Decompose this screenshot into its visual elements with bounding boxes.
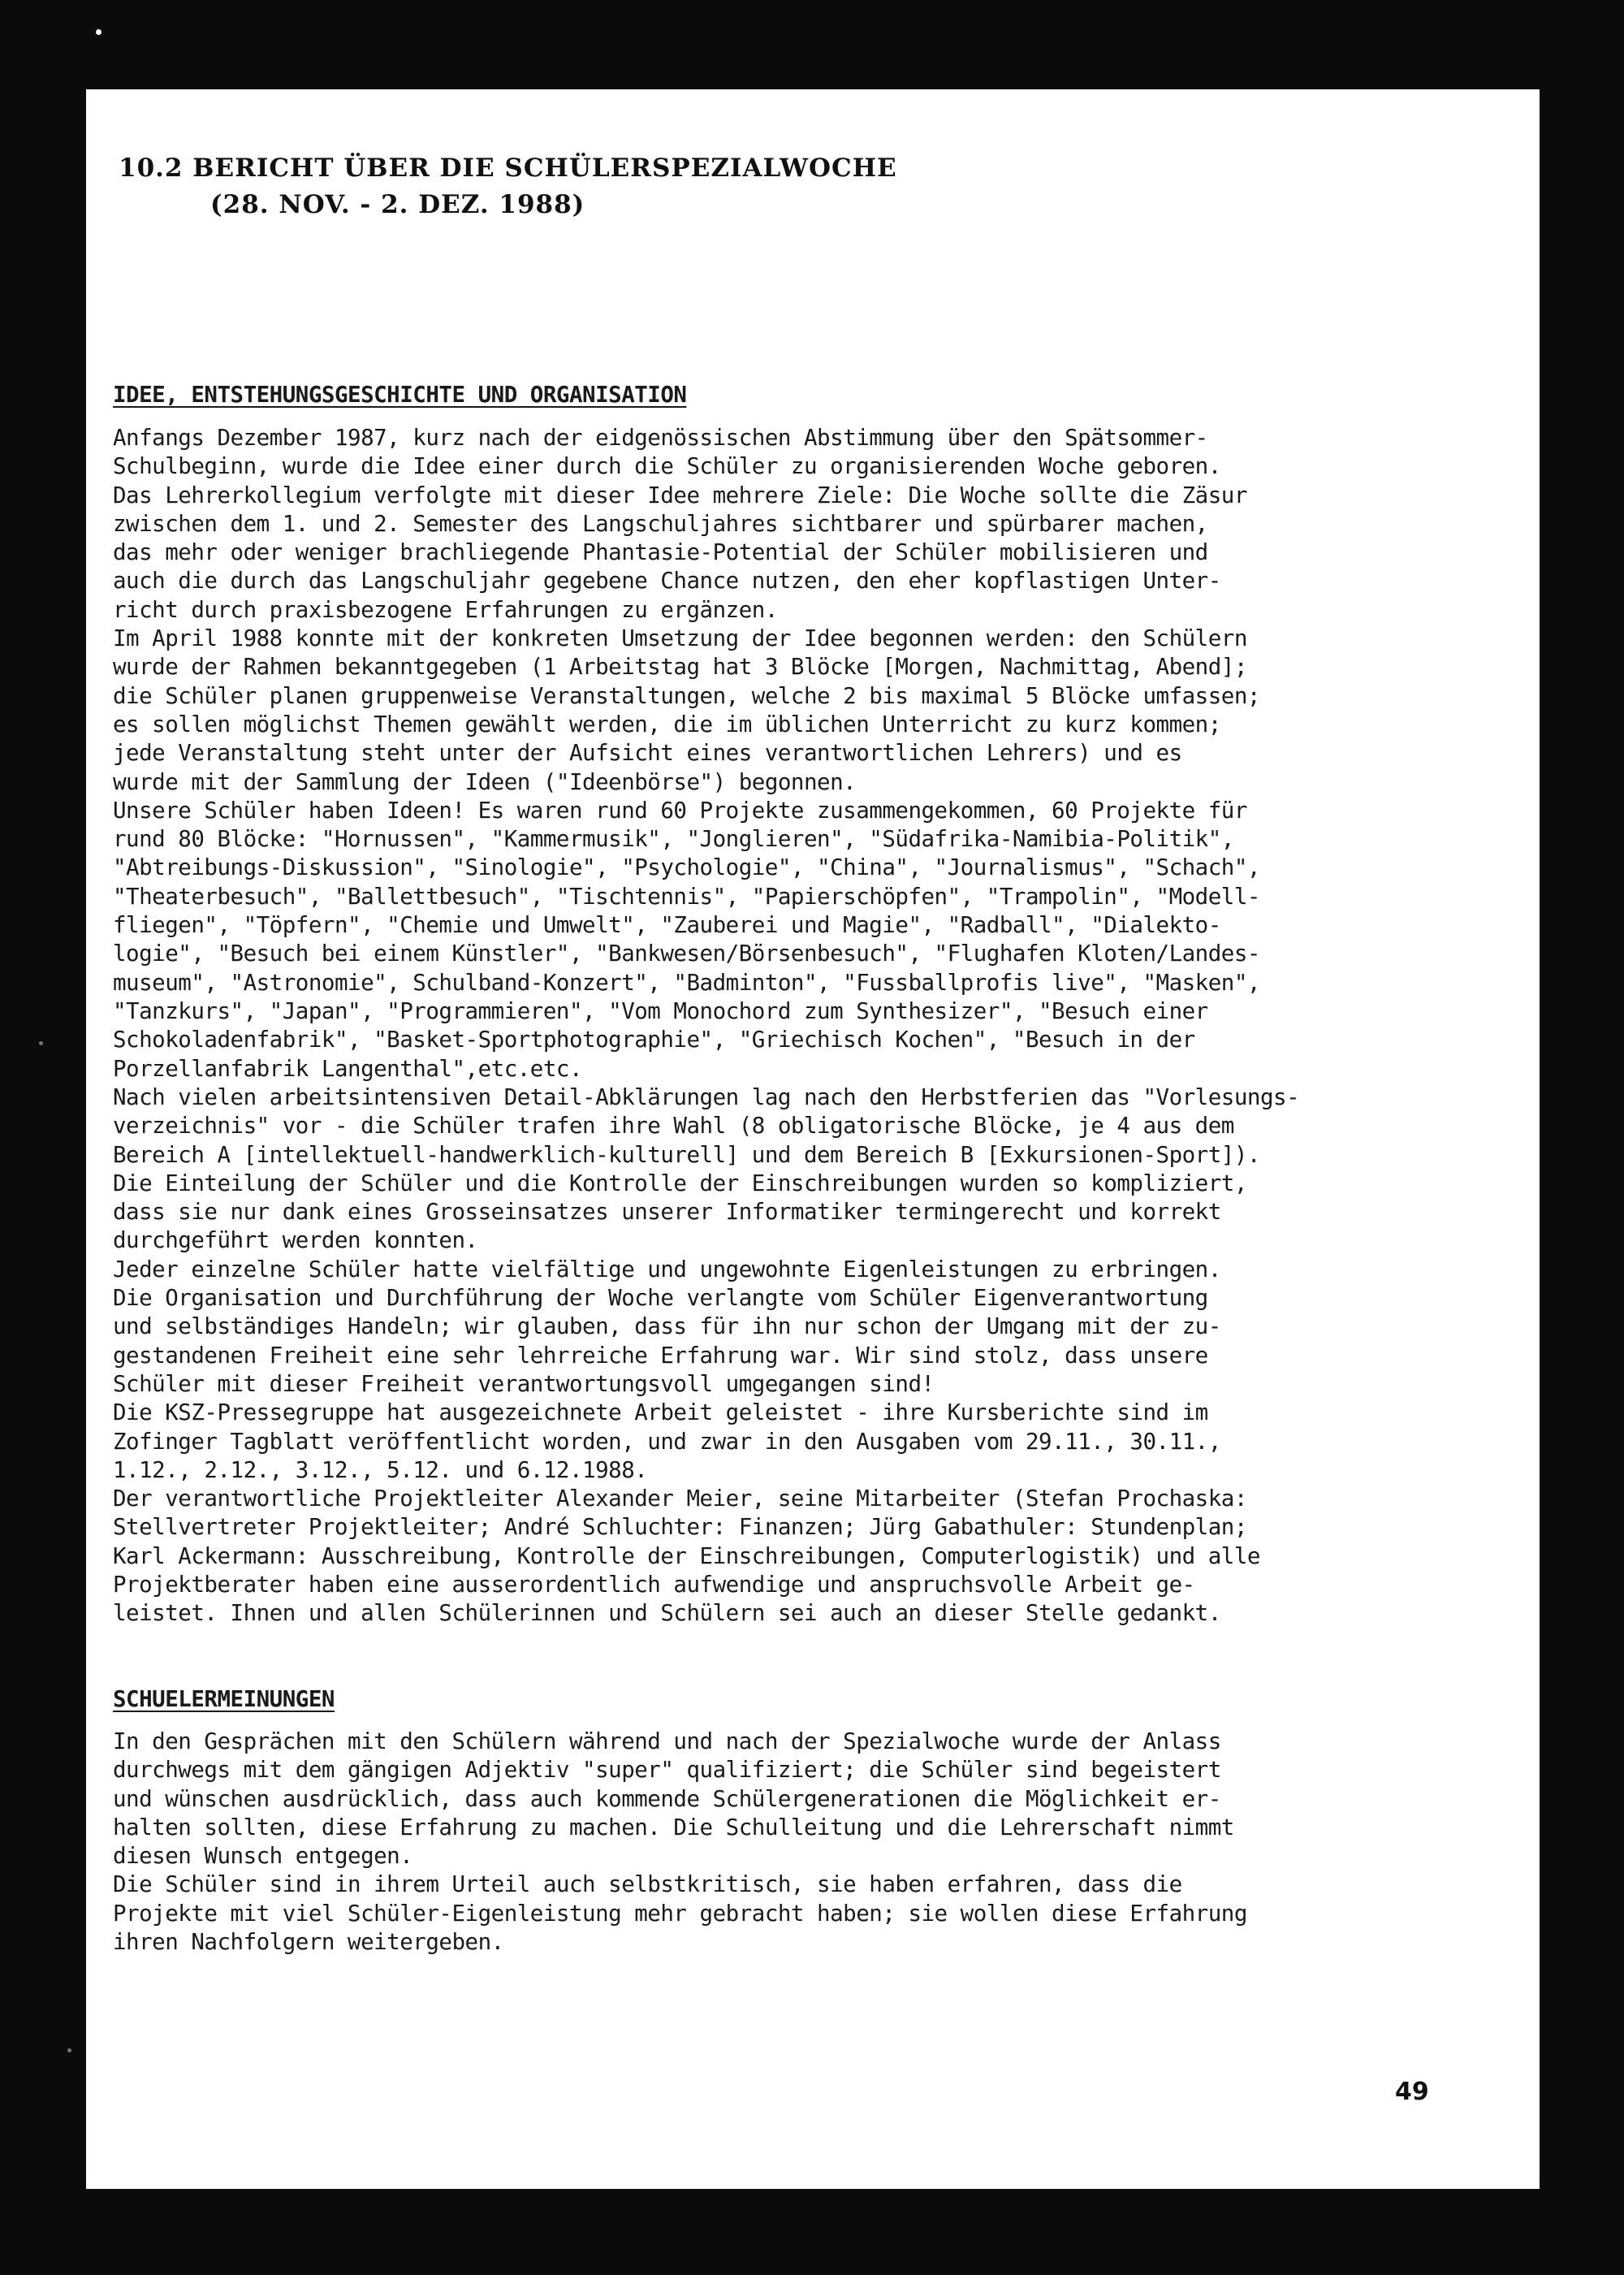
paragraph-idee-1: Anfangs Dezember 1987, kurz nach der eidgenössischen Abstimmung über den Spätsommer- Schulbeginn, wurde die Idee einer durch die Schüler zu organisierenden Woche geboren. Das Lehrerkollegium verfolgte mit dieser Idee mehrere Ziele: Die Woche sollte die Zäsur zwischen dem 1. und 2. Semester des Langschuljahres sichtbarer und spürbarer machen, das mehr oder weniger brachliegende Phantasie-Potential der Schüler mobilisieren und auch die durch das Langschuljahr gegebene Chance nutzen, den eher kopflastigen Unter- richt durch praxisbezogene Erfahrungen zu ergänzen. Im April 1988 konnte mit der konkreten Umsetzung der Idee begonnen werden: den Schülern wurde der Rahmen bekanntgegeben (1 Arbeitstag hat 3 Blöcke [Morgen, Nachmittag, Abend]; die Schüler planen gruppenweise Veranstaltungen, welche 2 bis maximal 5 Blöcke umfassen; es sollen möglichst Themen gewählt werden, die im üblichen Unterricht zu kurz kommen; jede Veranstaltung steht unter der Aufsicht eines verantwortlichen Lehrers) und es wurde mit der Sammlung der Ideen ("Ideenbörse") begonnen. Unsere Schüler haben Ideen! Es waren rund 60 Projekte zusammengekommen, 60 Projekte für rund 80 Blöcke: "Hornussen", "Kammermusik", "Jonglieren", "Südafrika-Namibia-Politik", "Abtreibungs-Diskussion", "Sinologie", "Psychologie", "China", "Journalismus", "Schach", "Theaterbesuch", "Ballettbesuch", "Tischtennis", "Papierschöpfen", "Trampolin", "Modell- fliegen", "Töpfern", "Chemie und Umwelt", "Zauberei und Magie", "Radball", "Dialekto- logie", "Besuch bei einem Künstler", "Bankwesen/Börsenbesuch", "Flughafen Kloten/Landes- museum", "Astronomie", Schulband-Konzert", "Badminton", "Fussballprofis live", "Masken", "Tanzkurs", "Japan", "Programmieren", "Vom Monochord zum Synthesizer", "Besuch einer Schokoladenfabrik", "Basket-Sportphotographie", "Griechisch Kochen", "Besuch in der Porzellanfabrik Langenthal",etc.etc. <box>113 425 1260 1082</box>
scan-speck <box>96 29 102 35</box>
page-title <box>119 150 897 223</box>
scan-speck <box>67 2048 71 2052</box>
page-number: 49 <box>1395 2078 1429 2106</box>
title-line-2: (28. NOV. - 2. DEZ. 1988) <box>210 190 585 219</box>
paragraph-idee-2: Nach vielen arbeitsintensiven Detail-Abklärungen lag nach den Herbstferien das "Vorlesungs- verzeichnis" vor - die Schüler trafen ihre Wahl (8 obligatorische Blöcke, je 4 aus dem Bereich A [intellektuell-handwerklich-kulturell] und dem Bereich B [Exkursionen-Sport]). Die Einteilung der Schüler und die Kontrolle der Einschreibungen wurden so kompliziert, dass sie nur dank eines Grosseinsatzes unserer Informatiker termingerecht und korrekt durchgeführt werden konnten. Jeder einzelne Schüler hatte vielfältige und ungewohnte Eigenleistungen zu erbringen. Die Organisation und Durchführung der Woche verlangte vom Schüler Eigenverantwortung und selbständiges Handeln; wir glauben, dass für ihn nur schon der Umgang mit der zu- gestandenen Freiheit eine sehr lehrreiche Erfahrung war. Wir sind stolz, dass unsere Schüler mit dieser Freiheit verantwortungsvoll umgegangen sind! Die KSZ-Pressegruppe hat ausgezeichnete Arbeit geleistet - ihre Kursberichte sind im Zofinger Tagblatt veröffentlicht worden, und zwar in den Ausgaben vom 29.11., 30.11., 1.12., 2.12., 3.12., 5.12. und 6.12.1988. Der verantwortliche Projektleiter Alexander Meier, seine Mitarbeiter (Stefan Prochaska: Stellvertreter Projektleiter; André Schluchter: Finanzen; Jürg Gabathuler: Stundenplan; Karl Ackermann: Ausschreibung, Kontrolle der Einschreibungen, Computerlogistik) und alle Projektberater haben eine ausserordentlich aufwendige und anspruchsvolle Arbeit ge- leistet. Ihnen und allen Schülerinnen und Schülern sei auch an dieser Stelle gedankt. <box>113 1084 1300 1627</box>
scan-speck <box>39 1041 43 1045</box>
paragraph-schuelermeinungen: In den Gesprächen mit den Schülern während und nach der Spezialwoche wurde der Anlass durchwegs mit dem gängigen Adjektiv "super" qualifiziert; die Schüler sind begeistert und wünschen ausdrücklich, dass auch kommende Schülergenerationen die Möglichkeit er- halten sollten, diese Erfahrung zu machen. Die Schulleitung und die Lehrerschaft nimmt diesen Wunsch entgegen. Die Schüler sind in ihrem Urteil auch selbstkritisch, sie haben erfahren, dass die Projekte mit viel Schüler-Eigenleistung mehr gebracht haben; sie wollen diese Erfahrung ihren Nachfolgern weitergeben. <box>113 1728 1247 1956</box>
section-heading-idee: IDEE, ENTSTEHUNGSGESCHICHTE UND ORGANISATION <box>113 382 687 408</box>
title-line-1: 10.2 BERICHT ÜBER DIE SCHÜLERSPEZIALWOCHE <box>119 154 897 183</box>
section-heading-schuelermeinungen: SCHUELERMEINUNGEN <box>113 1686 335 1712</box>
